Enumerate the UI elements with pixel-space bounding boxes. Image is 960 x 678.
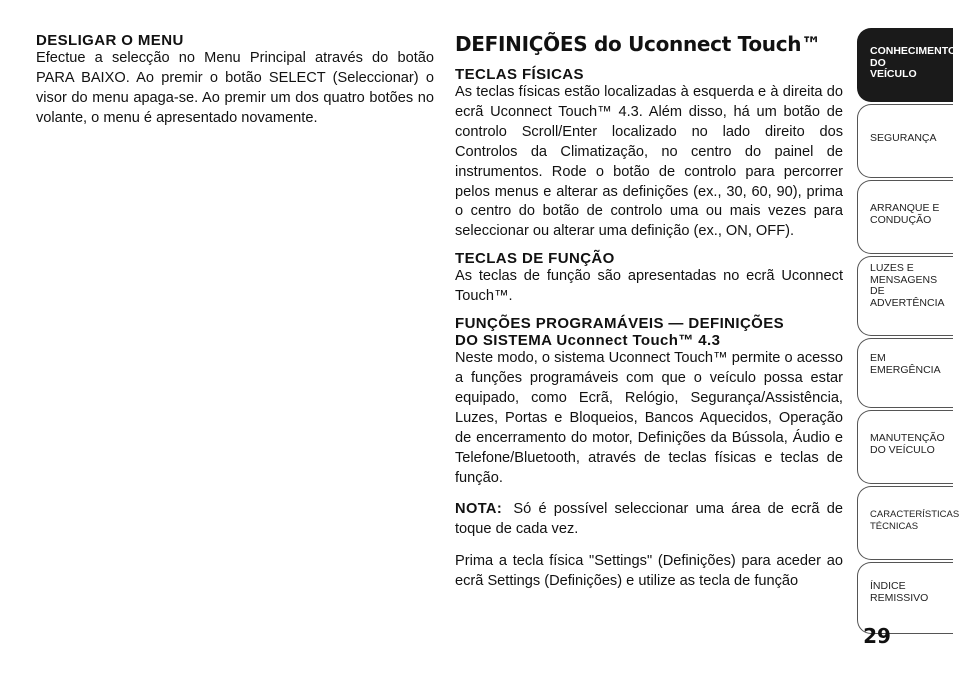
tab-label-line: ARRANQUE E: [870, 202, 940, 214]
left-column: [36, 32, 434, 129]
tab-manutencao-do-veiculo[interactable]: [857, 410, 953, 484]
section-heading-teclas-funcao: TECLAS DE FUNÇÃO: [455, 250, 615, 268]
section-heading-desligar-menu: DESLIGAR O MENU: [36, 32, 184, 49]
settings-paragraph: Prima a tecla física "Settings" (Definições) para aceder ao ecrã Settings (Definições) e utilize as tecla de função: [455, 553, 843, 590]
teclas-funcao-paragraph: As teclas de função são apresentadas no ecrã Uconnect Touch™.: [455, 268, 843, 305]
tab-label-line: MANUTENÇÃO: [870, 432, 945, 444]
chapter-tabs: [857, 28, 960, 636]
funcoes-programaveis-heading-line2: DO SISTEMA Uconnect Touch™ 4.3: [455, 332, 721, 350]
tab-label-line: ÍNDICE: [870, 580, 906, 592]
note-label: NOTA:: [455, 501, 503, 518]
page-title: DEFINIÇÕES do Uconnect Touch™: [455, 32, 821, 56]
tab-label-line: MENSAGENS: [870, 273, 938, 286]
page-number: 29: [863, 624, 891, 648]
tab-conhecimento-do-veiculo[interactable]: [857, 28, 957, 102]
tab-label-line: DE: [870, 285, 885, 297]
section-heading-funcoes-programaveis: [455, 315, 843, 349]
tab-label-line: CONHECIMENTO: [870, 45, 957, 57]
tab-label-line: ADVERTÊNCIA: [870, 296, 945, 309]
tab-label-line: CARACTERÍSTICAS: [870, 509, 960, 520]
tab-caracteristicas-tecnicas[interactable]: [857, 486, 960, 560]
right-column: [455, 32, 843, 592]
tab-label-line: EMERGÊNCIA: [870, 363, 941, 376]
tab-em-emergencia[interactable]: [857, 338, 953, 408]
tab-label-line: CONDUÇÃO: [870, 213, 932, 226]
tab-label-line: REMISSIVO: [870, 591, 929, 604]
note-text: Só é possível seleccionar uma área de ecrã de toque de cada vez.: [455, 501, 843, 538]
funcoes-programaveis-paragraph: Neste modo, o sistema Uconnect Touch™ permite o acesso a funções programáveis com que o veículo possa estar equipado, como Ecrã, Relógio, Segurança/Assistência, Luzes, Portas e Bloqueios, Bancos Aquecidos, Operação de encerramento do motor, Definições da Bússola, Áudio e Telefone/Bluetooth, através de teclas físicas e teclas de função.: [455, 350, 843, 486]
desligar-menu-paragraph: Efectue a selecção no Menu Principal através do botão PARA BAIXO. Ao premir o botão SELECT (Seleccionar) o visor do menu apaga-se. Ao premir um dos quatro botões no volante, o menu é apresentado novamente.: [36, 50, 434, 126]
tab-luzes-mensagens-advertencia[interactable]: [857, 256, 953, 336]
tab-label-line: LUZES E: [870, 262, 914, 274]
note-block: [455, 500, 843, 540]
tab-label-line: VEÍCULO: [870, 68, 917, 80]
tab-arranque-e-conducao[interactable]: [857, 180, 953, 254]
tab-label-line: EM: [870, 352, 886, 364]
tab-label-line: DO: [870, 56, 886, 69]
tab-seguranca[interactable]: [857, 104, 953, 178]
tab-label-line: DO VEÍCULO: [870, 443, 935, 456]
section-heading-teclas-fisicas: TECLAS FÍSICAS: [455, 66, 584, 83]
teclas-fisicas-paragraph: As teclas físicas estão localizadas à esquerda e à direita do ecrã Uconnect Touch™ 4.3. Além disso, há um botão de controlo Scroll/Enter localizado no lado direito dos Controlos da Climatização, no centro do painel de instrumentos. Rode o botão de controlo para percorrer pelos menus e alterar as definições (ex., 30, 60, 90), prima o centro do botão de controlo uma ou mais vezes para seleccionar ou alterar uma definição (ex., ON, OFF).: [455, 84, 843, 240]
funcoes-programaveis-heading-line1: FUNÇÕES PROGRAMÁVEIS — DEFINIÇÕES: [455, 315, 785, 333]
tab-label-line: TÉCNICAS: [870, 520, 919, 532]
tab-label-line: SEGURANÇA: [870, 132, 937, 144]
